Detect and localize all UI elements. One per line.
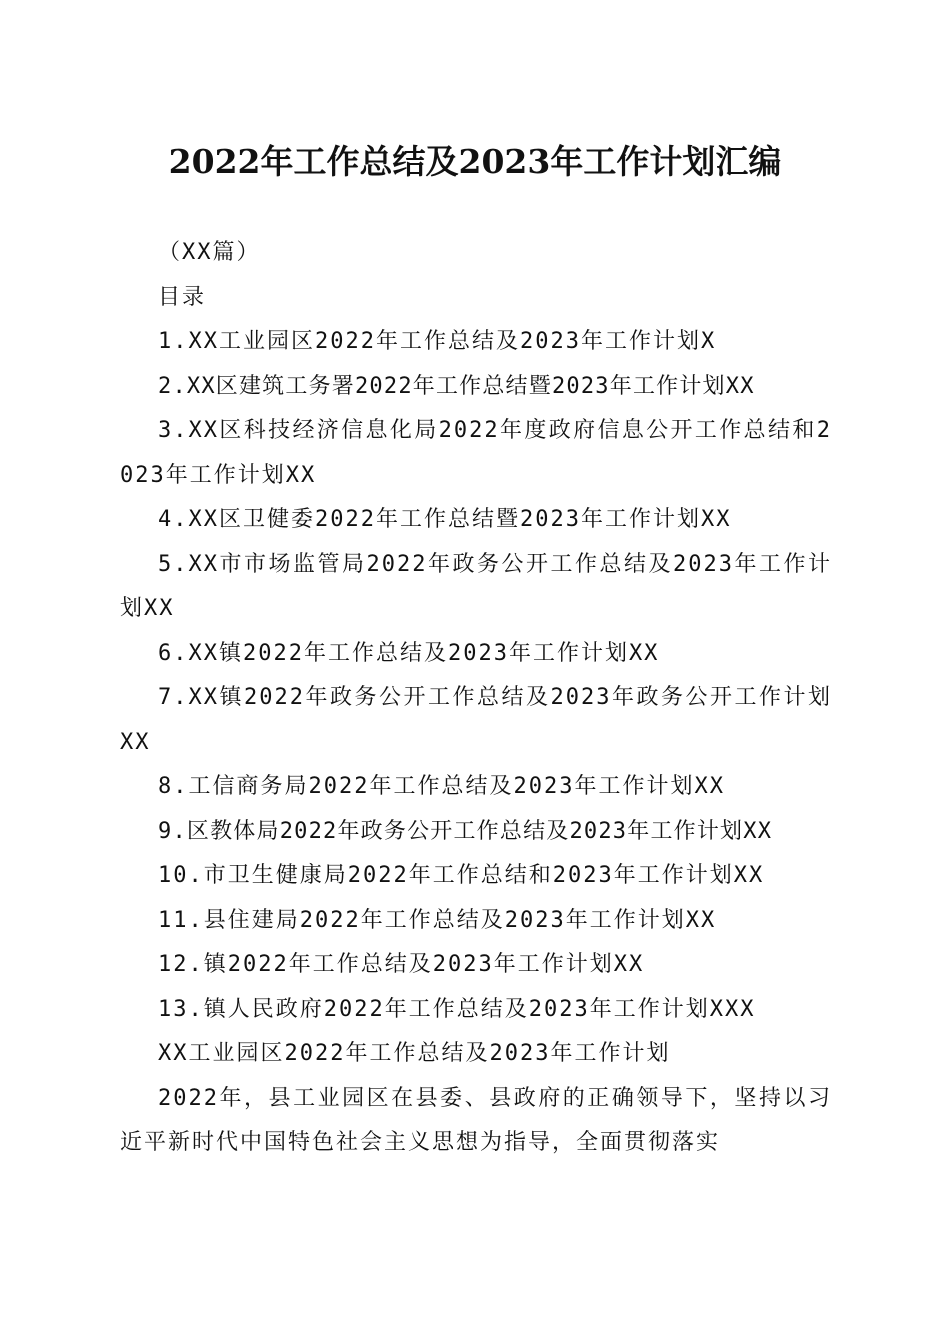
toc-item: 3.XX区科技经济信息化局2022年度政府信息公开工作总结和2023年工作计划XX xyxy=(120,418,832,488)
toc-item: 8.工信商务局2022年工作总结及2023年工作计划XX xyxy=(158,774,725,799)
toc-item: 1.XX工业园区2022年工作总结及2023年工作计划X xyxy=(158,329,717,354)
section-heading: XX工业园区2022年工作总结及2023年工作计划 xyxy=(158,1041,671,1066)
toc-heading: 目录 xyxy=(158,284,207,310)
toc-item: 5.XX市市场监管局2022年政务公开工作总结及2023年工作计划XX xyxy=(120,551,832,621)
toc-item: 2.XX区建筑工务署2022年工作总结暨2023年工作计划XX xyxy=(158,373,755,399)
toc-item: 10.市卫生健康局2022年工作总结和2023年工作计划XX xyxy=(158,863,765,888)
document-title: 2022年工作总结及2023年工作计划汇编 xyxy=(168,142,782,181)
document-subtitle: （XX篇） xyxy=(158,240,261,265)
toc-item: 7.XX镇2022年政务公开工作总结及2023年政务公开工作计划XX xyxy=(120,685,832,755)
document-body xyxy=(120,231,832,1166)
toc-item: 6.XX镇2022年工作总结及2023年工作计划XX xyxy=(158,640,660,666)
body-paragraph: 2022年，县工业园区在县委、县政府的正确领导下，坚持以习近平新时代中国特色社会主义思想为指导，全面贯彻落实 xyxy=(120,1085,832,1155)
toc-item: 11.县住建局2022年工作总结及2023年工作计划XX xyxy=(158,907,717,933)
toc-item: 9.区教体局2022年政务公开工作总结及2023年工作计划XX xyxy=(158,818,773,844)
toc-item: 4.XX区卫健委2022年工作总结暨2023年工作计划XX xyxy=(158,507,732,532)
toc-item: 12.镇2022年工作总结及2023年工作计划XX xyxy=(158,952,645,977)
toc-item: 13.镇人民政府2022年工作总结及2023年工作计划XXX xyxy=(158,996,756,1022)
